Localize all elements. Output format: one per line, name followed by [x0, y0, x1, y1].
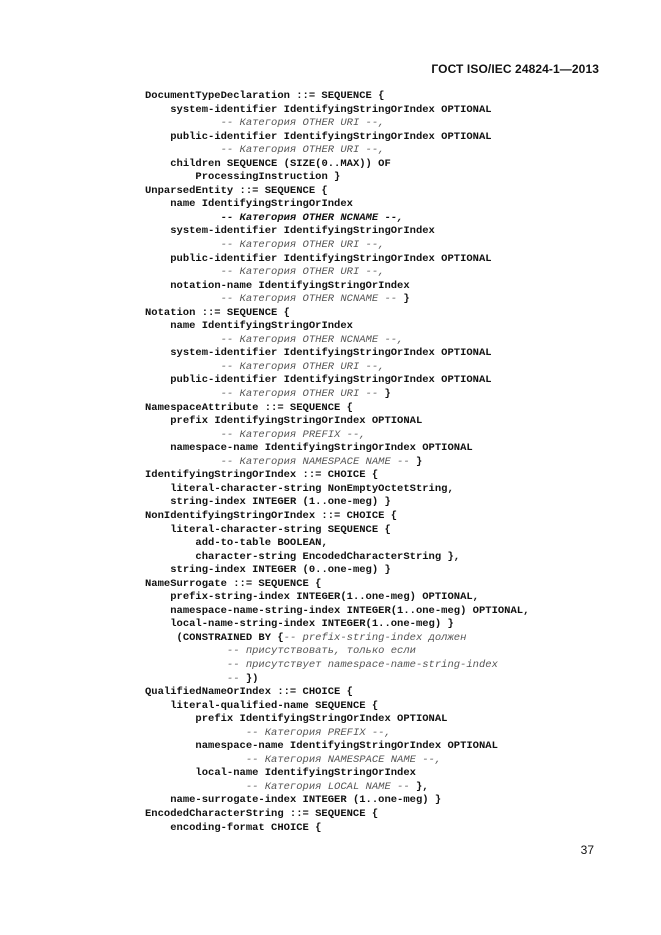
code-line: [145, 469, 529, 483]
code-line: [145, 483, 529, 497]
code-line: [145, 90, 529, 104]
asn1-code-listing: [145, 90, 529, 835]
code-line: [145, 659, 529, 673]
code-line: [145, 158, 529, 172]
code-line: [145, 293, 529, 307]
indent: [145, 483, 170, 495]
code-line: [145, 402, 529, 416]
code-line: [145, 673, 529, 687]
indent: [145, 144, 221, 156]
code-line: [145, 740, 529, 754]
code-comment: -- prefix-string-index должен: [283, 631, 467, 644]
code-text: local-name-string-index INTEGER(1..one-meg) }: [170, 618, 454, 631]
code-line: [145, 781, 529, 795]
indent: [145, 320, 170, 332]
code-line: [145, 686, 529, 700]
indent: [145, 781, 246, 793]
code-text: prefix-string-index INTEGER(1..one-meg) OPTIONAL,: [170, 591, 479, 604]
code-line: [145, 239, 529, 253]
indent: [145, 158, 170, 170]
code-text: NameSurrogate ::= SEQUENCE {: [145, 577, 322, 590]
code-line: [145, 564, 529, 578]
code-text: literal-character-string NonEmptyOctetString,: [170, 482, 454, 495]
code-line: [145, 578, 529, 592]
code-comment: -- Категория OTHER URI --,: [220, 144, 385, 157]
code-comment: -- Категория OTHER URI --,: [220, 266, 385, 279]
indent: [145, 727, 246, 739]
code-text: system-identifier IdentifyingStringOrIndex: [170, 225, 435, 238]
code-comment: -- Категория OTHER URI --: [220, 388, 379, 401]
code-text: string-index INTEGER (1..one-meg) }: [170, 496, 391, 509]
indent: [145, 212, 221, 224]
indent: [145, 131, 170, 143]
indent: [145, 822, 170, 834]
indent: [145, 645, 227, 657]
code-line: [145, 388, 529, 402]
indent: [145, 374, 170, 386]
indent: [145, 591, 170, 603]
code-comment: -- Категория NAMESPACE NAME --: [220, 455, 410, 468]
code-tail: }): [239, 672, 259, 685]
code-tail: },: [409, 780, 429, 793]
indent: [145, 293, 221, 305]
code-line: [145, 496, 529, 510]
indent: [145, 456, 221, 468]
indent: [145, 171, 195, 183]
code-comment: -- Категория PREFIX --,: [220, 428, 366, 441]
code-text: IdentifyingStringOrIndex ::= CHOICE {: [145, 469, 379, 482]
code-line: [145, 225, 529, 239]
code-text: notation-name IdentifyingStringOrIndex: [170, 279, 410, 292]
code-text: encoding-format CHOICE {: [170, 821, 322, 834]
code-line: [145, 700, 529, 714]
indent: [145, 442, 170, 454]
code-line: [145, 104, 529, 118]
code-text: character-string EncodedCharacterString },: [195, 550, 461, 563]
code-line: [145, 361, 529, 375]
indent: [145, 524, 170, 536]
code-line: [145, 307, 529, 321]
code-comment: -- Категория OTHER NCNAME --,: [220, 333, 404, 346]
code-line: [145, 347, 529, 361]
indent: [145, 767, 195, 779]
indent: [145, 239, 221, 251]
indent: [145, 618, 170, 630]
code-line: [145, 253, 529, 267]
code-text: public-identifier IdentifyingStringOrIndex OPTIONAL: [170, 374, 492, 387]
code-text: name-surrogate-index INTEGER (1..one-meg) }: [170, 794, 442, 807]
code-text: NonIdentifyingStringOrIndex ::= CHOICE {: [145, 509, 398, 522]
page-number: 37: [580, 843, 594, 857]
code-text: prefix IdentifyingStringOrIndex OPTIONAL: [170, 415, 423, 428]
indent: [145, 347, 170, 359]
code-comment: -- Категория OTHER NCNAME --,: [220, 211, 404, 224]
indent: [145, 280, 170, 292]
code-line: [145, 754, 529, 768]
indent: [145, 117, 221, 129]
code-tail: }: [397, 293, 410, 306]
indent: [145, 754, 246, 766]
code-comment: -- Категория OTHER URI --,: [220, 239, 385, 252]
code-text: NamespaceAttribute ::= SEQUENCE {: [145, 401, 353, 414]
code-comment: -- Категория OTHER URI --,: [220, 117, 385, 130]
indent: [145, 632, 177, 644]
indent: [145, 551, 195, 563]
code-text: string-index INTEGER (0..one-meg) }: [170, 564, 391, 577]
code-line: [145, 794, 529, 808]
code-comment: -- Категория OTHER NCNAME --: [220, 293, 398, 306]
code-text: (CONSTRAINED BY {: [176, 631, 284, 644]
indent: [145, 496, 170, 508]
indent: [145, 794, 170, 806]
code-line: [145, 605, 529, 619]
indent: [145, 700, 170, 712]
code-line: [145, 713, 529, 727]
indent: [145, 334, 221, 346]
indent: [145, 673, 227, 685]
code-line: [145, 767, 529, 781]
code-line: [145, 374, 529, 388]
code-line: [145, 171, 529, 185]
code-line: [145, 632, 529, 646]
indent: [145, 659, 227, 671]
indent: [145, 225, 170, 237]
indent: [145, 537, 195, 549]
indent: [145, 104, 170, 116]
indent: [145, 564, 170, 576]
code-comment: -- присутствует namespace-name-string-index: [226, 658, 498, 671]
code-line: [145, 591, 529, 605]
code-text: namespace-name IdentifyingStringOrIndex OPTIONAL: [195, 740, 498, 753]
code-text: name IdentifyingStringOrIndex: [170, 320, 353, 333]
indent: [145, 253, 170, 265]
code-line: [145, 510, 529, 524]
code-line: [145, 415, 529, 429]
indent: [145, 266, 221, 278]
code-line: [145, 456, 529, 470]
code-text: DocumentTypeDeclaration ::= SEQUENCE {: [145, 90, 385, 102]
code-comment: -- Категория OTHER URI --,: [220, 360, 385, 373]
code-line: [145, 334, 529, 348]
code-comment: -- Категория NAMESPACE NAME --,: [245, 753, 442, 766]
indent: [145, 198, 170, 210]
code-text: literal-character-string SEQUENCE {: [170, 523, 391, 536]
indent: [145, 605, 170, 617]
indent: [145, 429, 221, 441]
indent: [145, 361, 221, 373]
code-line: [145, 727, 529, 741]
code-text: namespace-name-string-index INTEGER(1..one-meg) OPTIONAL,: [170, 604, 530, 617]
code-line: [145, 618, 529, 632]
code-text: ProcessingInstruction }: [195, 171, 341, 184]
code-tail: }: [378, 388, 391, 401]
code-line: [145, 131, 529, 145]
code-line: [145, 198, 529, 212]
code-comment: -- Категория LOCAL NAME --: [245, 780, 410, 793]
code-line: [145, 117, 529, 131]
code-text: QualifiedNameOrIndex ::= CHOICE {: [145, 686, 353, 699]
code-line: [145, 645, 529, 659]
code-text: system-identifier IdentifyingStringOrIndex OPTIONAL: [170, 347, 492, 360]
code-comment: -- присутствовать, только если: [226, 645, 416, 658]
code-line: [145, 822, 529, 836]
indent: [145, 713, 195, 725]
indent: [145, 415, 170, 427]
code-text: add-to-table BOOLEAN,: [195, 537, 328, 550]
code-text: literal-qualified-name SEQUENCE {: [170, 699, 379, 712]
code-text: EncodedCharacterString ::= SEQUENCE {: [145, 807, 379, 820]
code-text: public-identifier IdentifyingStringOrIndex OPTIONAL: [170, 252, 492, 265]
code-text: namespace-name IdentifyingStringOrIndex OPTIONAL: [170, 442, 473, 455]
code-line: [145, 442, 529, 456]
code-text: system-identifier IdentifyingStringOrIndex OPTIONAL: [170, 103, 492, 116]
code-text: public-identifier IdentifyingStringOrIndex OPTIONAL: [170, 130, 492, 143]
code-text: Notation ::= SEQUENCE {: [145, 306, 290, 319]
code-comment: --: [226, 672, 240, 685]
code-line: [145, 144, 529, 158]
indent: [145, 388, 221, 400]
indent: [145, 740, 195, 752]
code-line: [145, 808, 529, 822]
code-text: name IdentifyingStringOrIndex: [170, 198, 353, 211]
code-text: children SEQUENCE (SIZE(0..MAX)) OF: [170, 157, 391, 170]
standard-header: ГОСТ ISO/IEC 24824-1—2013: [431, 62, 599, 76]
code-line: [145, 320, 529, 334]
code-line: [145, 537, 529, 551]
code-text: local-name IdentifyingStringOrIndex: [195, 767, 416, 780]
code-text: UnparsedEntity ::= SEQUENCE {: [145, 184, 328, 197]
code-line: [145, 266, 529, 280]
code-comment: -- Категория PREFIX --,: [245, 726, 391, 739]
code-line: [145, 524, 529, 538]
code-line: [145, 212, 529, 226]
code-tail: }: [409, 455, 423, 468]
code-line: [145, 429, 529, 443]
code-line: [145, 280, 529, 294]
code-line: [145, 551, 529, 565]
code-line: [145, 185, 529, 199]
code-text: prefix IdentifyingStringOrIndex OPTIONAL: [195, 713, 448, 726]
